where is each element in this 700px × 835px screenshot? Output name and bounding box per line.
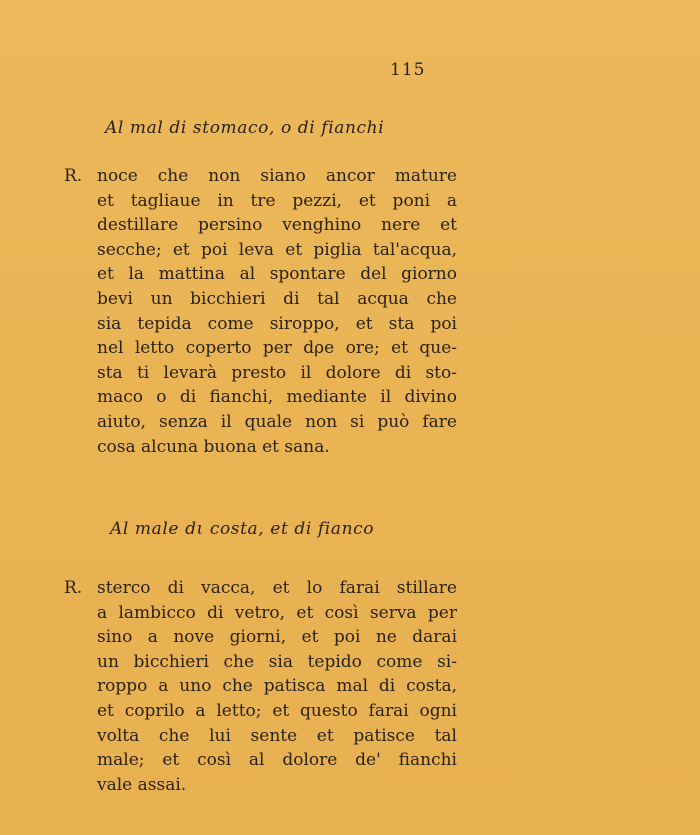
- text-line: cosa alcuna buona et sana.: [97, 436, 330, 457]
- recipe-text: [97, 164, 457, 459]
- text-line: et la mattina al spontare del giorno: [97, 264, 457, 285]
- text-line: volta che lui sente et patisce tal: [97, 725, 457, 746]
- text-line: sterco di vacca, et lo farai stillare: [97, 578, 457, 598]
- text-line: noce che non siano ancor mature: [97, 166, 457, 186]
- page-number: 115: [390, 60, 426, 80]
- text-line: et tagliaue in tre pezzi, et poni a: [97, 190, 457, 211]
- text-line: et coprilo a letto; et questo farai ogni: [97, 700, 457, 721]
- text-line: vale assai.: [97, 774, 187, 795]
- text-line: sta ti levarà presto il dolore di sto-: [97, 362, 457, 383]
- text-line: bevi un bicchieri di tal acqua che: [97, 288, 457, 309]
- section-heading-side: Al male dι costa, et di fianco: [110, 519, 375, 539]
- text-line: sia tepida come siroppo, et sta poi: [97, 313, 457, 334]
- recipe-text: [97, 576, 457, 797]
- text-line: destillare persino venghino nere et: [97, 215, 457, 236]
- text-line: un bicchieri che sia tepido come si-: [97, 651, 457, 672]
- recipe-marker: R.: [64, 166, 83, 186]
- text-line: nel letto coperto per dρe ore; et que-: [97, 338, 457, 359]
- text-line: secche; et poi leva et piglia tal'acqua,: [97, 239, 457, 260]
- recipe-marker: R.: [64, 578, 83, 598]
- text-line: aiuto, senza il quale non si può fare: [97, 411, 457, 432]
- section-heading-stomach: Al mal di stomaco, o di fianchi: [105, 118, 385, 138]
- text-line: a lambicco di vetro, et così serva per: [97, 602, 457, 623]
- text-line: maco o di fianchi, mediante il divino: [97, 387, 457, 408]
- text-line: male; et così al dolore de' fianchi: [97, 750, 457, 771]
- text-line: sino a nove giorni, et poi ne darai: [97, 627, 457, 648]
- text-line: roppo a uno che patisca mal di costa,: [97, 676, 457, 697]
